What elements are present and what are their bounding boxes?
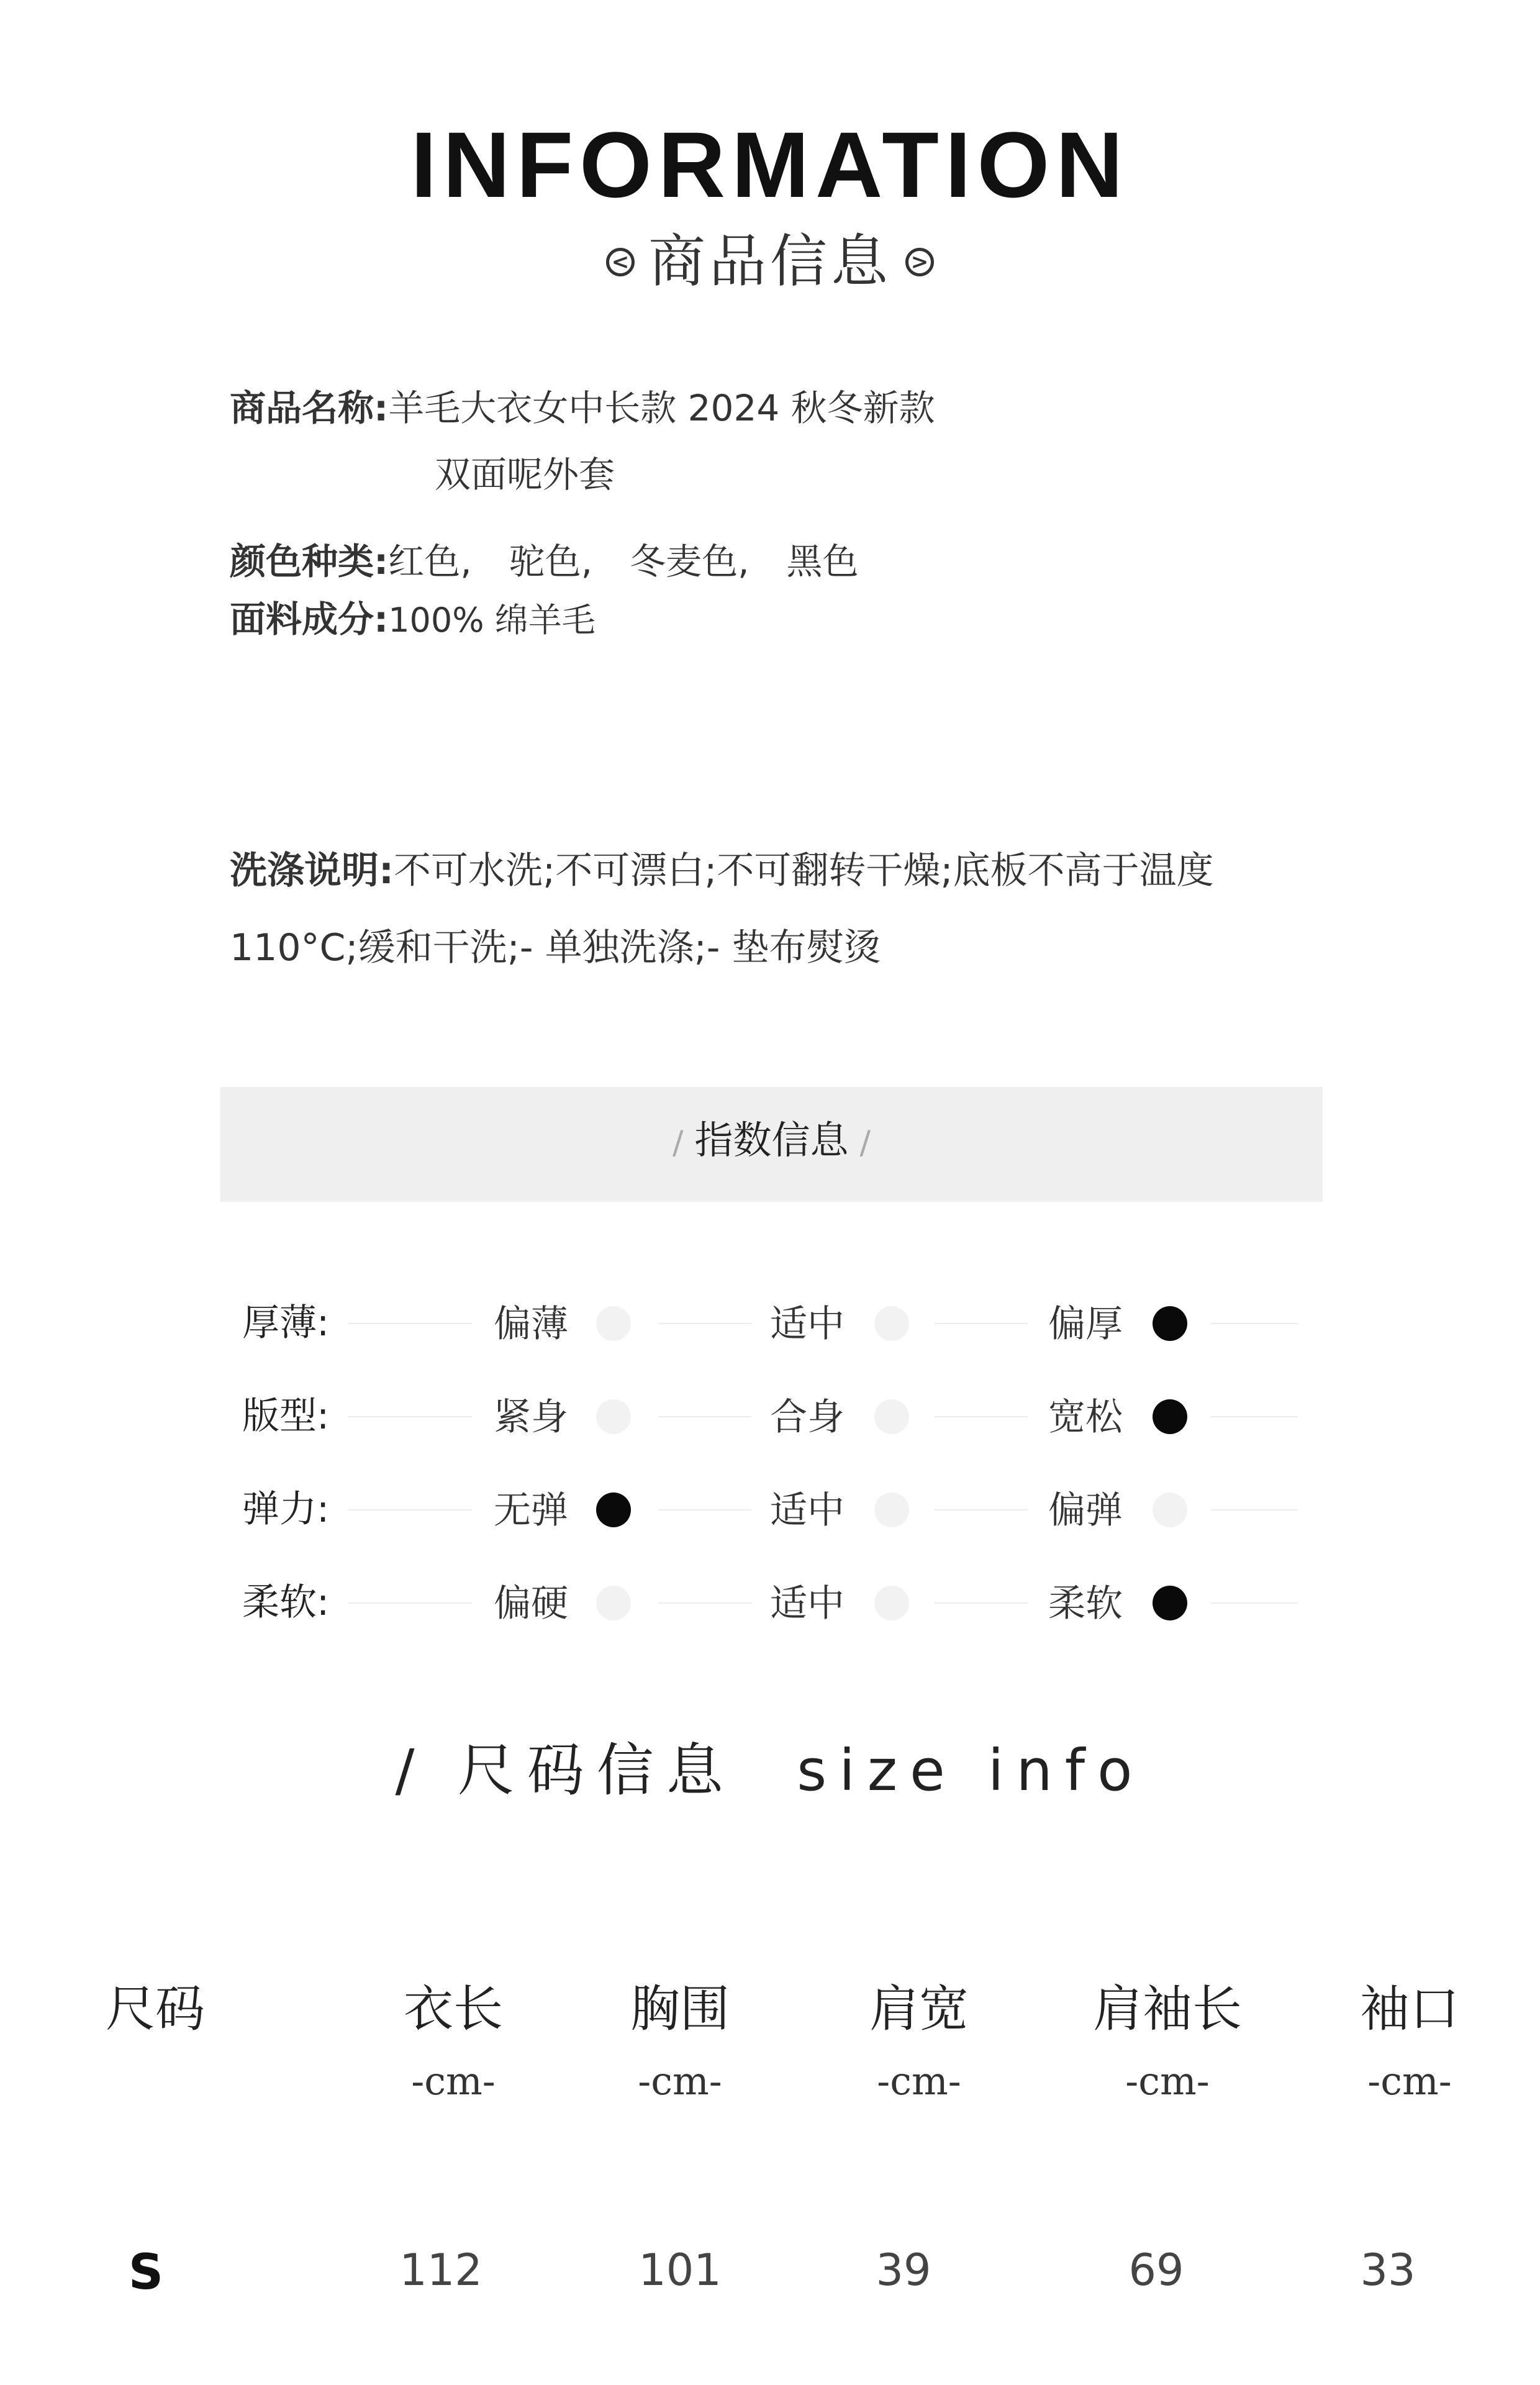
product-name-label: 商品名称: bbox=[230, 387, 389, 429]
chevron-left-icon: < bbox=[606, 248, 635, 276]
option-label: 适中 bbox=[770, 1582, 845, 1625]
unselected-dot-icon bbox=[874, 1306, 909, 1341]
option-label: 适中 bbox=[770, 1302, 845, 1346]
column-unit: -cm- bbox=[1125, 2058, 1210, 2104]
attribute-label: 版型: bbox=[242, 1394, 330, 1438]
row-divider bbox=[658, 1416, 751, 1417]
unselected-dot-icon bbox=[874, 1586, 909, 1620]
row-divider bbox=[935, 1602, 1028, 1604]
row-divider bbox=[935, 1323, 1028, 1324]
selected-dot-icon bbox=[1153, 1586, 1187, 1620]
column-header: 衣长 bbox=[404, 1980, 503, 2038]
option-label: 宽松 bbox=[1048, 1396, 1123, 1439]
colors-row bbox=[230, 540, 859, 583]
option-label: 偏厚 bbox=[1048, 1302, 1123, 1346]
size-label: S bbox=[128, 2245, 164, 2301]
fabric-value: 100% 绵羊毛 bbox=[388, 601, 596, 640]
column-header: 袖口 bbox=[1360, 1980, 1459, 2038]
attribute-label: 厚薄: bbox=[242, 1301, 330, 1345]
row-divider bbox=[348, 1416, 472, 1417]
unselected-dot-icon bbox=[596, 1306, 631, 1341]
option-label: 无弹 bbox=[494, 1489, 568, 1532]
slash-left: / bbox=[672, 1124, 684, 1161]
option-label: 柔软 bbox=[1048, 1582, 1123, 1625]
row-divider bbox=[1211, 1509, 1298, 1510]
size-value: 39 bbox=[876, 2245, 931, 2296]
row-divider bbox=[658, 1509, 751, 1510]
option-label: 合身 bbox=[770, 1396, 845, 1439]
wash-value-line2: 110°C;缓和干洗;- 单独洗涤;- 垫布熨烫 bbox=[230, 926, 881, 970]
option-label: 偏硬 bbox=[494, 1582, 568, 1625]
color-item: 驼色, bbox=[509, 540, 593, 583]
row-divider bbox=[348, 1602, 472, 1604]
fabric-label: 面料成分: bbox=[230, 598, 389, 640]
unselected-dot-icon bbox=[874, 1399, 909, 1434]
fabric-row bbox=[230, 598, 596, 640]
size-title-cn: 尺码信息 bbox=[457, 1737, 736, 1804]
unselected-dot-icon bbox=[596, 1399, 631, 1434]
size-value: 112 bbox=[399, 2245, 482, 2296]
unselected-dot-icon bbox=[1153, 1492, 1187, 1527]
selected-dot-icon bbox=[1153, 1399, 1187, 1434]
unselected-dot-icon bbox=[596, 1586, 631, 1620]
row-divider bbox=[348, 1323, 472, 1324]
wash-row bbox=[230, 849, 1214, 893]
page-subtitle bbox=[0, 228, 1540, 295]
size-title-en: size info bbox=[797, 1737, 1145, 1804]
row-divider bbox=[1211, 1602, 1298, 1604]
option-label: 偏薄 bbox=[494, 1302, 568, 1346]
column-unit: -cm- bbox=[411, 2058, 496, 2104]
slash-right: / bbox=[859, 1124, 871, 1161]
color-item: 红色, bbox=[388, 540, 472, 583]
page-title: INFORMATION bbox=[410, 112, 1130, 217]
row-divider bbox=[1211, 1323, 1298, 1324]
wash-value-line1: 不可水洗;不可漂白;不可翻转干燥;底板不高于温度 bbox=[394, 849, 1214, 893]
slash: / bbox=[395, 1737, 427, 1804]
column-header: 尺码 bbox=[106, 1980, 205, 2038]
column-header: 肩宽 bbox=[869, 1980, 969, 2038]
column-unit: -cm- bbox=[1367, 2058, 1452, 2104]
row-divider bbox=[935, 1416, 1028, 1417]
column-header: 肩袖长 bbox=[1093, 1980, 1242, 2038]
selected-dot-icon bbox=[596, 1492, 631, 1527]
option-label: 适中 bbox=[770, 1489, 845, 1532]
row-divider bbox=[658, 1602, 751, 1604]
size-info-heading bbox=[0, 1737, 1540, 1804]
row-divider bbox=[935, 1509, 1028, 1510]
product-name-line2: 双面呢外套 bbox=[435, 453, 615, 496]
product-name-value: 羊毛大衣女中长款 2024 秋冬新款 bbox=[388, 387, 935, 429]
option-label: 紧身 bbox=[494, 1396, 568, 1439]
color-item: 黑色 bbox=[786, 540, 859, 583]
row-divider bbox=[658, 1323, 751, 1324]
wash-label: 洗涤说明: bbox=[230, 849, 394, 893]
attribute-label: 弹力: bbox=[242, 1488, 330, 1531]
size-value: 101 bbox=[638, 2245, 722, 2296]
selected-dot-icon bbox=[1153, 1306, 1187, 1341]
chevron-right-icon: > bbox=[905, 248, 934, 276]
row-divider bbox=[348, 1509, 472, 1510]
row-divider bbox=[1211, 1416, 1298, 1417]
color-item: 冬麦色, bbox=[630, 540, 750, 583]
column-unit: -cm- bbox=[877, 2058, 961, 2104]
attribute-label: 柔软: bbox=[242, 1581, 330, 1624]
colors-label: 颜色种类: bbox=[230, 540, 389, 583]
subtitle-text: 商品信息 bbox=[648, 228, 892, 295]
size-value: 33 bbox=[1360, 2245, 1416, 2296]
size-value: 69 bbox=[1128, 2245, 1184, 2296]
column-unit: -cm- bbox=[638, 2058, 722, 2104]
column-header: 胸围 bbox=[630, 1980, 730, 2038]
index-title bbox=[220, 1117, 1323, 1163]
index-title-text: 指数信息 bbox=[694, 1117, 849, 1163]
unselected-dot-icon bbox=[874, 1492, 909, 1527]
product-name-row bbox=[230, 387, 935, 429]
option-label: 偏弹 bbox=[1048, 1489, 1123, 1532]
